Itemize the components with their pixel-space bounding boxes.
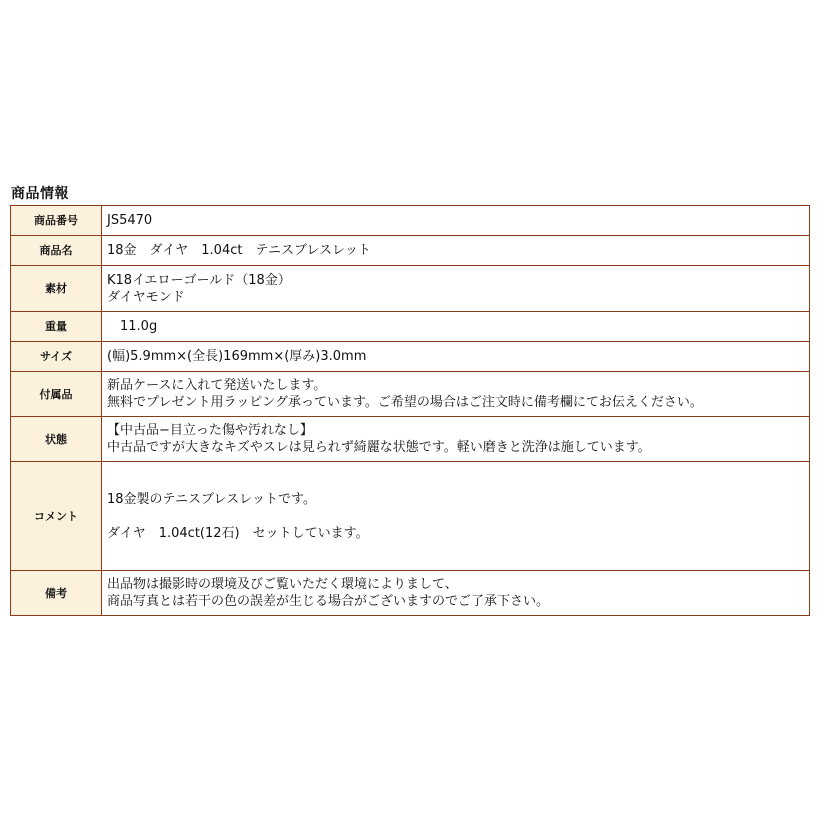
table-row-product-number xyxy=(11,206,810,236)
table-row-comment xyxy=(11,462,810,571)
row-label: 状態 xyxy=(11,417,102,462)
row-label: コメント xyxy=(11,462,102,571)
table-row-accessories xyxy=(11,372,810,417)
row-value xyxy=(102,236,810,266)
row-value xyxy=(102,266,810,312)
value-line: 18金製のテニスブレスレットです。 xyxy=(107,491,316,507)
table-row-remarks xyxy=(11,571,810,616)
value-line: 無料でプレゼント用ラッピング承っています。ご希望の場合はご注文時に備考欄にてお伝えください。 xyxy=(107,395,703,410)
value-line: 出品物は撮影時の環境及びご覧いただく環境によりまして、 xyxy=(107,577,458,592)
section-title: 商品情報 xyxy=(11,186,69,202)
product-info-table xyxy=(10,205,810,616)
row-value xyxy=(102,342,810,372)
table-row-size xyxy=(11,342,810,372)
value-line: K18イエローゴールド（18金） xyxy=(107,272,291,288)
value-line: 商品写真とは若干の色の誤差が生じる場合がございますのでご了承下さい。 xyxy=(107,594,550,609)
value-line: 【中古品−目立った傷や汚れなし】 xyxy=(107,423,313,438)
row-label: サイズ xyxy=(11,342,102,372)
table-row-condition xyxy=(11,417,810,462)
row-label: 重量 xyxy=(11,312,102,342)
value-line: ダイヤモンド xyxy=(107,289,185,305)
row-label: 備考 xyxy=(11,571,102,616)
value-line: 11.0g xyxy=(107,319,158,334)
row-label: 素材 xyxy=(11,266,102,312)
row-value xyxy=(102,462,810,571)
value-line: 18金 ダイヤ 1.04ct テニスブレスレット xyxy=(107,243,371,258)
row-label: 商品番号 xyxy=(11,206,102,236)
value-line: JS5470 xyxy=(107,213,153,228)
value-spacer xyxy=(107,508,803,525)
value-line: 中古品ですが大きなキズやスレは見られず綺麗な状態です。軽い磨きと洗浄は施しています。 xyxy=(107,440,651,455)
row-label: 商品名 xyxy=(11,236,102,266)
value-line: 新品ケースに入れて発送いたします。 xyxy=(107,378,327,393)
row-label: 付属品 xyxy=(11,372,102,417)
table-row-material xyxy=(11,266,810,312)
value-line: (幅)5.9mm×(全長)169mm×(厚み)3.0mm xyxy=(107,349,367,364)
table-row-product-name xyxy=(11,236,810,266)
table-row-weight xyxy=(11,312,810,342)
row-value xyxy=(102,417,810,462)
row-value xyxy=(102,312,810,342)
row-value xyxy=(102,372,810,417)
row-value xyxy=(102,206,810,236)
row-value xyxy=(102,571,810,616)
value-line: ダイヤ 1.04ct(12石) セットしています。 xyxy=(107,525,369,541)
